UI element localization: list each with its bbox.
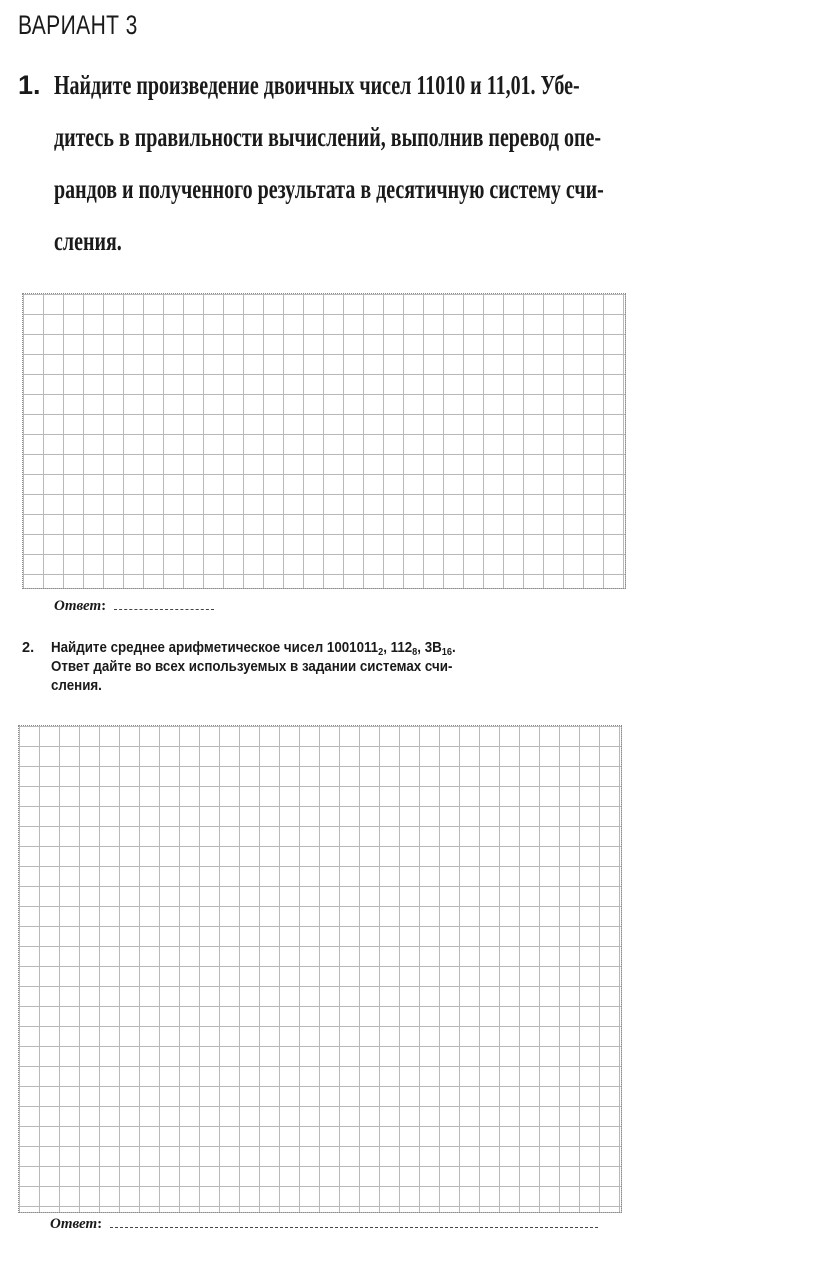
task-2-line-1-suffix: . (452, 640, 456, 656)
task-1-answer-colon: : (101, 598, 107, 614)
task-1-text-line-4: сления. (54, 226, 122, 256)
task-2-answer-colon: : (97, 1216, 103, 1232)
task-2-separator-1: , (383, 640, 391, 656)
task-2-answer (50, 1216, 598, 1233)
task-2-text-line-1 (51, 640, 456, 656)
task-1-answer (54, 598, 214, 615)
task-1-text-line-3: рандов и полученного результата в десятичную систему счи- (54, 174, 604, 204)
task-1-answer-label: Ответ (54, 598, 102, 614)
task-2-text-line-2: Ответ дайте во всех используемых в задании системах счи- (51, 659, 453, 675)
task-2-number-2-value: 112 (390, 640, 413, 656)
variant-title: ВАРИАНТ 3 (18, 10, 138, 40)
task-1-answer-field[interactable] (114, 609, 214, 610)
task-2-text-line-3: сления. (51, 678, 102, 694)
task-1-text-line-1: Найдите произведение двоичных чисел 11010 и 11,01. Убе- (54, 70, 580, 100)
task-2-separator-2: , (417, 640, 425, 656)
task-2-number-3-value: 3B (424, 640, 442, 656)
task-2-work-grid[interactable] (18, 725, 622, 1213)
task-2-number-3-base: 16 (441, 647, 453, 658)
task-2-number-1-value: 1001011 (326, 640, 379, 656)
task-1-text-line-2: дитесь в правильности вычислений, выполнив перевод опе- (54, 122, 601, 152)
task-1-number: 1. (18, 70, 41, 100)
task-2-line-1-prefix: Найдите среднее арифметическое чисел (51, 640, 327, 656)
task-2-number: 2. (22, 640, 35, 656)
task-2-number-1-base: 2 (378, 647, 384, 658)
task-2-answer-label: Ответ (50, 1216, 98, 1232)
task-2-answer-field[interactable] (110, 1227, 598, 1228)
task-1-work-grid[interactable] (22, 293, 626, 589)
task-2-number-2-base: 8 (412, 647, 418, 658)
